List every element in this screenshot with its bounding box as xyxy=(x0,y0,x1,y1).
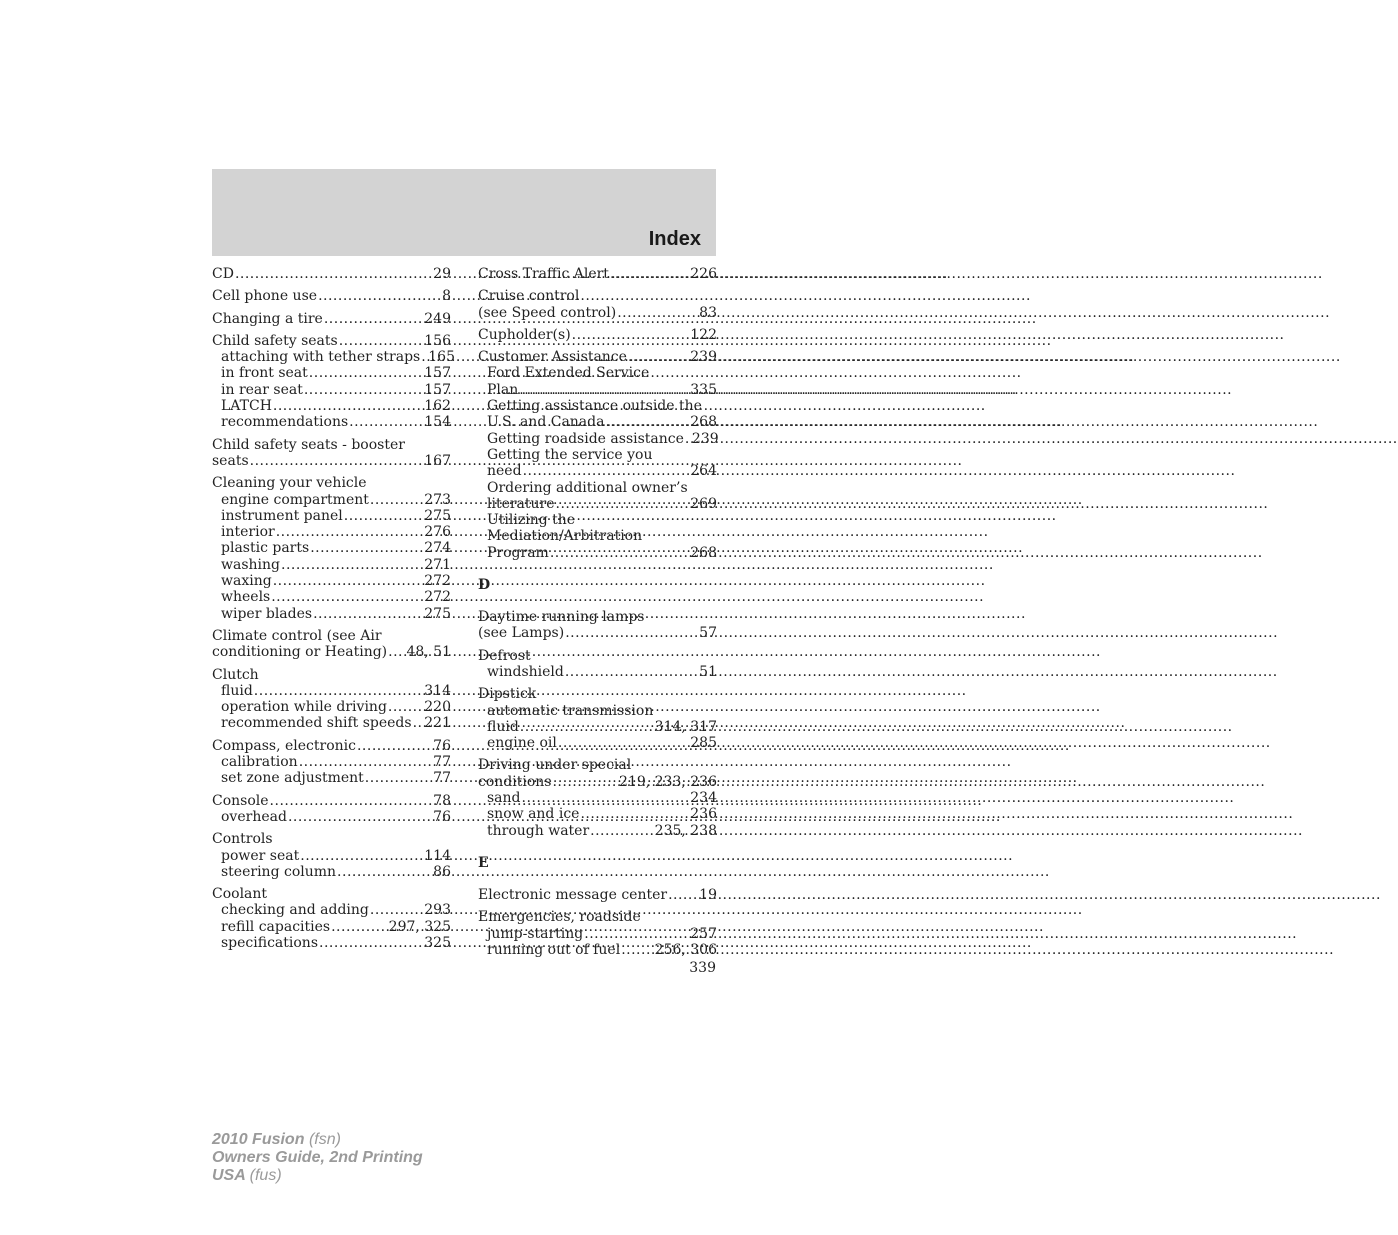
entry-page-ref: 77 xyxy=(433,754,451,771)
dot-leader xyxy=(610,266,689,282)
entry-text: Daytime running lamps xyxy=(478,609,645,626)
entry-text: need xyxy=(487,463,522,480)
entry-page-ref: 249 xyxy=(424,310,451,327)
entry-page-ref: 268 xyxy=(690,414,717,431)
footer-line-2: Owners Guide, 2nd Printing xyxy=(212,1149,423,1166)
entry-text: Cross Traffic Alert xyxy=(478,266,609,282)
dot-leader xyxy=(605,414,689,430)
entry-page-ref: 86 xyxy=(433,863,451,880)
footer xyxy=(212,1131,423,1185)
entry-text: Console xyxy=(212,792,269,809)
entry-page-ref: 256, 306 xyxy=(654,941,717,958)
dot-leader xyxy=(270,793,433,809)
index-entry xyxy=(212,886,451,951)
index-subentry-line xyxy=(212,683,451,699)
index-entry xyxy=(478,288,717,321)
index-entry-line xyxy=(212,644,451,660)
entry-text: fluid xyxy=(487,718,519,735)
dot-leader xyxy=(313,606,423,622)
index-entry-line xyxy=(212,333,451,349)
dot-leader xyxy=(344,508,424,524)
index-entry-line xyxy=(478,625,717,641)
entry-text: Cleaning your vehicle xyxy=(212,475,367,492)
entry-text: conditions xyxy=(478,773,552,790)
entry-text: jump-starting xyxy=(487,925,584,942)
index-subentry-line xyxy=(212,902,451,918)
index-entry xyxy=(212,332,455,431)
entry-page-ref: 77 xyxy=(433,770,451,787)
footer-market-code: (fus) xyxy=(249,1167,282,1184)
dot-leader xyxy=(349,414,423,430)
index-entry xyxy=(478,349,717,561)
index-subentry-line xyxy=(478,790,717,806)
entry-page-ref: 157 xyxy=(424,381,451,398)
entry-page-ref: 268 xyxy=(690,544,717,561)
entry-page-ref: 157 xyxy=(424,365,451,382)
dot-leader xyxy=(668,887,698,903)
index-entry xyxy=(478,757,717,838)
entry-text: through water xyxy=(487,822,590,839)
index-entry xyxy=(212,266,451,282)
index-column-right xyxy=(478,266,717,964)
entry-text: CD xyxy=(212,266,234,282)
dot-leader xyxy=(621,942,653,958)
entry-page-ref: 221 xyxy=(424,715,451,732)
dot-leader xyxy=(276,524,424,540)
index-entry-line xyxy=(478,686,717,702)
entry-text: Getting assistance outside the xyxy=(487,398,702,415)
entry-text: Plan xyxy=(487,381,519,398)
entry-text: washing xyxy=(221,556,280,573)
entry-text: Emergencies, roadside xyxy=(478,909,641,926)
dot-leader xyxy=(519,382,689,398)
entry-page-ref: 220 xyxy=(424,699,451,716)
index-subentry-line xyxy=(212,606,451,622)
entry-text: Driving under special xyxy=(478,757,632,774)
dot-leader xyxy=(299,754,432,770)
entry-text: Getting the service you xyxy=(487,446,653,463)
dot-leader xyxy=(413,715,424,731)
index-entry-line xyxy=(212,793,451,809)
footer-model-code: (fsn) xyxy=(308,1131,341,1148)
entry-text: Program xyxy=(487,544,549,561)
entry-page-ref: 156 xyxy=(424,332,451,349)
entry-text: plastic parts xyxy=(221,540,310,557)
entry-text: Controls xyxy=(212,831,273,848)
entry-page-ref: 272 xyxy=(424,573,451,590)
index-entry xyxy=(212,738,451,787)
page-number: 339 xyxy=(689,960,716,976)
index-entry xyxy=(212,437,451,470)
entry-page-ref: 114 xyxy=(424,847,451,864)
entry-text: literature xyxy=(487,495,555,512)
entry-page-ref: 122 xyxy=(690,326,717,343)
entry-text: fluid xyxy=(221,682,253,699)
dot-leader xyxy=(565,625,698,641)
entry-page-ref: 297, 325 xyxy=(388,918,451,935)
index-subentry-line xyxy=(212,809,451,825)
entry-text: Cell phone use xyxy=(212,288,318,305)
footer-line-3 xyxy=(212,1167,423,1185)
index-subentry-line xyxy=(478,496,717,512)
index-entry-line xyxy=(478,887,717,903)
dot-leader xyxy=(572,327,690,343)
entry-page-ref: 76 xyxy=(433,808,451,825)
entry-page-ref: 285 xyxy=(690,735,717,752)
dot-leader xyxy=(339,333,424,349)
entry-text: interior xyxy=(221,524,275,541)
entry-text: checking and adding xyxy=(221,902,369,919)
index-entry xyxy=(478,327,717,343)
entry-text: operation while driving xyxy=(221,699,387,716)
index-subentry-line xyxy=(478,447,717,463)
index-entry-line xyxy=(478,909,717,925)
section-letter: E xyxy=(478,854,489,871)
entry-page-ref: 272 xyxy=(424,589,451,606)
index-entry-line xyxy=(478,757,717,773)
entry-page-ref: 162 xyxy=(424,398,451,415)
entry-page-ref: 275 xyxy=(424,507,451,524)
entry-text: snow and ice xyxy=(487,806,580,823)
index-entry xyxy=(478,648,717,681)
index-entry-line xyxy=(212,667,451,683)
dot-leader xyxy=(309,365,423,381)
entry-page-ref: 29 xyxy=(433,266,451,282)
entry-text: sand xyxy=(487,790,521,807)
index-entry-line xyxy=(212,738,451,754)
entry-page-ref: 239 xyxy=(691,430,719,447)
entry-text: (see Lamps) xyxy=(478,625,565,642)
dot-leader xyxy=(337,864,432,880)
index-subentry-line xyxy=(212,365,451,381)
entry-text: calibration xyxy=(221,754,298,771)
entry-page-ref: 154 xyxy=(424,414,451,431)
dot-leader xyxy=(590,823,654,839)
index-subentry-line xyxy=(212,492,451,508)
entry-page-ref: 219, 233, 236 xyxy=(619,773,717,790)
dot-leader xyxy=(388,644,405,660)
index-subentry-line xyxy=(478,365,717,381)
entry-page-ref: 83 xyxy=(699,304,717,321)
entry-text: power seat xyxy=(221,847,300,864)
index-subentry-line xyxy=(212,864,451,880)
entry-text: Dipstick xyxy=(478,686,537,703)
dot-leader xyxy=(318,288,441,304)
entry-text: wheels xyxy=(221,589,271,606)
entry-text: Defrost xyxy=(478,647,531,664)
entry-page-ref: 293 xyxy=(424,902,451,919)
dot-leader xyxy=(556,496,690,512)
entry-text: engine compartment xyxy=(221,491,369,508)
entry-text: Coolant xyxy=(212,886,268,903)
index-entry-line xyxy=(212,437,451,453)
index-entry xyxy=(212,288,451,304)
index-entry-line xyxy=(478,288,717,304)
dot-leader xyxy=(565,664,698,680)
index-entry xyxy=(212,311,451,327)
section-letter: D xyxy=(478,577,491,594)
entry-text: Utilizing the xyxy=(487,512,576,529)
index-subentry-line xyxy=(478,512,717,528)
entry-text: seats xyxy=(212,452,249,469)
index-entry-line xyxy=(478,648,717,664)
index-subentry-line xyxy=(478,942,717,958)
entry-page-ref: 271 xyxy=(424,556,451,573)
entry-text: Compass, electronic xyxy=(212,737,356,754)
index-subentry-line xyxy=(478,382,717,398)
entry-page-ref: 57 xyxy=(699,625,717,642)
index-subentry-line xyxy=(478,719,717,735)
dot-leader xyxy=(273,398,423,414)
dot-leader xyxy=(421,349,427,365)
index-subentry-line xyxy=(212,589,451,605)
entry-text: Cupholder(s) xyxy=(478,326,571,343)
entry-page-ref: 167 xyxy=(424,452,451,469)
index-entry-line xyxy=(212,831,451,847)
entry-page-ref: 234 xyxy=(690,790,717,807)
dot-leader xyxy=(584,926,689,942)
dot-leader xyxy=(523,463,690,479)
entry-text: overhead xyxy=(221,808,287,825)
dot-leader xyxy=(580,806,689,822)
index-subentry-line xyxy=(478,431,717,447)
index-entry xyxy=(212,475,451,622)
index-subentry-line xyxy=(478,926,717,942)
index-subentry-line xyxy=(478,806,717,822)
entry-page-ref: 325 xyxy=(424,934,451,951)
index-subentry-line xyxy=(478,823,717,839)
footer-market: USA xyxy=(212,1167,246,1184)
index-subentry-line xyxy=(478,480,717,496)
entry-text: specifications xyxy=(221,934,319,951)
dot-leader xyxy=(370,902,423,918)
entry-page-ref: 78 xyxy=(433,792,451,809)
entry-text: waxing xyxy=(221,573,272,590)
index-entry-line xyxy=(478,774,717,790)
dot-leader xyxy=(370,492,423,508)
index-entry xyxy=(478,887,717,903)
dot-leader xyxy=(310,540,423,556)
index-subentry-line xyxy=(478,414,717,430)
entry-page-ref: 264 xyxy=(690,463,717,480)
dot-leader xyxy=(304,382,423,398)
index-subentry-line xyxy=(478,463,717,479)
entry-text: Cruise control xyxy=(478,288,580,305)
entry-text: Child safety seats - booster xyxy=(212,436,405,453)
entry-text: Mediation/Arbitration xyxy=(487,528,643,545)
index-subentry-line xyxy=(212,573,451,589)
index-entry xyxy=(212,667,451,732)
entry-text: Ordering additional owner’s xyxy=(487,479,688,496)
index-subentry-line xyxy=(478,703,717,719)
index-subentry-line xyxy=(212,754,451,770)
index-subentry-line xyxy=(212,770,451,786)
entry-text: Climate control (see Air xyxy=(212,627,382,644)
entry-page-ref: 76 xyxy=(433,737,451,754)
entry-text: attaching with tether straps xyxy=(221,349,421,366)
dot-leader xyxy=(357,738,432,754)
entry-page-ref: 314, 317 xyxy=(654,718,717,735)
entry-text: recommended shift speeds xyxy=(221,715,412,732)
index-entry xyxy=(478,909,717,958)
entry-page-ref: 48, 51 xyxy=(406,644,451,661)
dot-leader xyxy=(324,311,423,327)
dot-leader xyxy=(288,809,432,825)
index-subentry-line xyxy=(212,398,451,414)
index-subentry-line xyxy=(212,508,451,524)
dot-leader xyxy=(685,431,691,447)
index-subentry-line xyxy=(212,848,451,864)
entry-text: conditioning or Heating) xyxy=(212,644,388,661)
index-entry xyxy=(478,609,717,642)
entry-page-ref: 51 xyxy=(699,663,717,680)
entry-page-ref: 275 xyxy=(424,605,451,622)
entry-text: Customer Assistance xyxy=(478,349,627,366)
index-entry-line xyxy=(478,349,717,365)
entry-page-ref: 276 xyxy=(424,524,451,541)
entry-text: LATCH xyxy=(221,398,272,415)
index-entry-line xyxy=(478,305,717,321)
entry-page-ref: 269 xyxy=(690,495,717,512)
entry-text: Changing a tire xyxy=(212,310,323,327)
entry-page-ref: 226 xyxy=(690,266,717,282)
index-subentry-line xyxy=(212,699,451,715)
entry-page-ref: 235, 238 xyxy=(654,822,717,839)
dot-leader xyxy=(388,699,423,715)
entry-page-ref: 8 xyxy=(442,288,451,305)
index-column-left xyxy=(212,266,455,957)
index-entry-line xyxy=(478,327,717,343)
entry-text: running out of fuel xyxy=(487,941,621,958)
index-subentry-line xyxy=(478,664,717,680)
index-subentry-line xyxy=(212,349,455,366)
dot-leader xyxy=(365,770,432,786)
dot-leader xyxy=(281,557,423,573)
index-entry xyxy=(478,266,717,282)
index-subentry-line xyxy=(212,382,451,398)
entry-text: (see Speed control) xyxy=(478,304,617,321)
header-band xyxy=(212,169,716,256)
dot-leader xyxy=(550,545,689,561)
index-subentry-line xyxy=(478,545,717,561)
index-subentry-line xyxy=(478,528,717,544)
entry-page-ref: 335 xyxy=(690,381,717,398)
dot-leader xyxy=(331,919,388,935)
entry-text: steering column xyxy=(221,863,337,880)
index-entry-line xyxy=(212,311,451,327)
dot-leader xyxy=(617,305,698,321)
dot-leader xyxy=(558,735,689,751)
dot-leader xyxy=(250,453,424,469)
dot-leader xyxy=(273,573,424,589)
dot-leader xyxy=(552,774,618,790)
index-subentry-line xyxy=(212,524,451,540)
index-entry xyxy=(212,628,451,661)
entry-text: recommendations xyxy=(221,414,349,431)
entry-text: Ford Extended Service xyxy=(487,365,650,382)
index-entry-line xyxy=(212,288,451,304)
dot-leader xyxy=(520,719,654,735)
dot-leader xyxy=(254,683,423,699)
entry-page-ref: 165 xyxy=(428,349,455,366)
entry-page-ref: 236 xyxy=(690,806,717,823)
dot-leader xyxy=(271,589,423,605)
dot-leader xyxy=(235,266,432,282)
entry-text: in front seat xyxy=(221,365,308,382)
entry-text: wiper blades xyxy=(221,605,313,622)
index-entry-line xyxy=(478,609,717,625)
entry-text: Electronic message center xyxy=(478,886,668,903)
index-subentry-line xyxy=(212,557,451,573)
index-entry-line xyxy=(478,266,717,282)
index-entry-line xyxy=(212,453,451,469)
entry-page-ref: 274 xyxy=(424,540,451,557)
footer-line-1 xyxy=(212,1131,423,1149)
page-title: Index xyxy=(648,228,701,250)
entry-page-ref: 314 xyxy=(424,682,451,699)
index-subentry-line xyxy=(212,935,451,951)
entry-page-ref: 257 xyxy=(690,925,717,942)
entry-text: Clutch xyxy=(212,666,259,683)
dot-leader xyxy=(319,935,423,951)
entry-text: automatic transmission xyxy=(487,702,654,719)
index-subentry-line xyxy=(212,919,451,935)
entry-text: set zone adjustment xyxy=(221,770,364,787)
entry-page-ref: 19 xyxy=(699,886,717,903)
dot-leader xyxy=(522,790,690,806)
footer-model: 2010 Fusion xyxy=(212,1131,305,1148)
index-subentry-line xyxy=(212,715,451,731)
entry-text: Getting roadside assistance xyxy=(487,430,684,447)
index-subentry-line xyxy=(212,540,451,556)
dot-leader xyxy=(300,848,423,864)
entry-page-ref: 239 xyxy=(690,349,717,366)
index-entry xyxy=(212,793,451,826)
entry-text: in rear seat xyxy=(221,381,303,398)
entry-text: Child safety seats xyxy=(212,332,338,349)
index-subentry-line xyxy=(212,414,451,430)
index-entry-line xyxy=(212,628,451,644)
entry-text: refill capacities xyxy=(221,918,331,935)
index-entry xyxy=(212,831,451,880)
entry-text: engine oil xyxy=(487,735,557,752)
index-entry-line xyxy=(212,266,451,282)
index-subentry-line xyxy=(478,398,717,414)
index-entry-line xyxy=(212,886,451,902)
entry-text: windshield xyxy=(487,663,564,680)
dot-leader xyxy=(628,349,689,365)
entry-page-ref: 273 xyxy=(424,491,451,508)
entry-text: instrument panel xyxy=(221,507,343,524)
entry-text: U.S. and Canada xyxy=(487,414,605,431)
index-entry-line xyxy=(212,475,451,491)
index-subentry-line xyxy=(478,735,717,751)
index-entry xyxy=(478,686,717,751)
